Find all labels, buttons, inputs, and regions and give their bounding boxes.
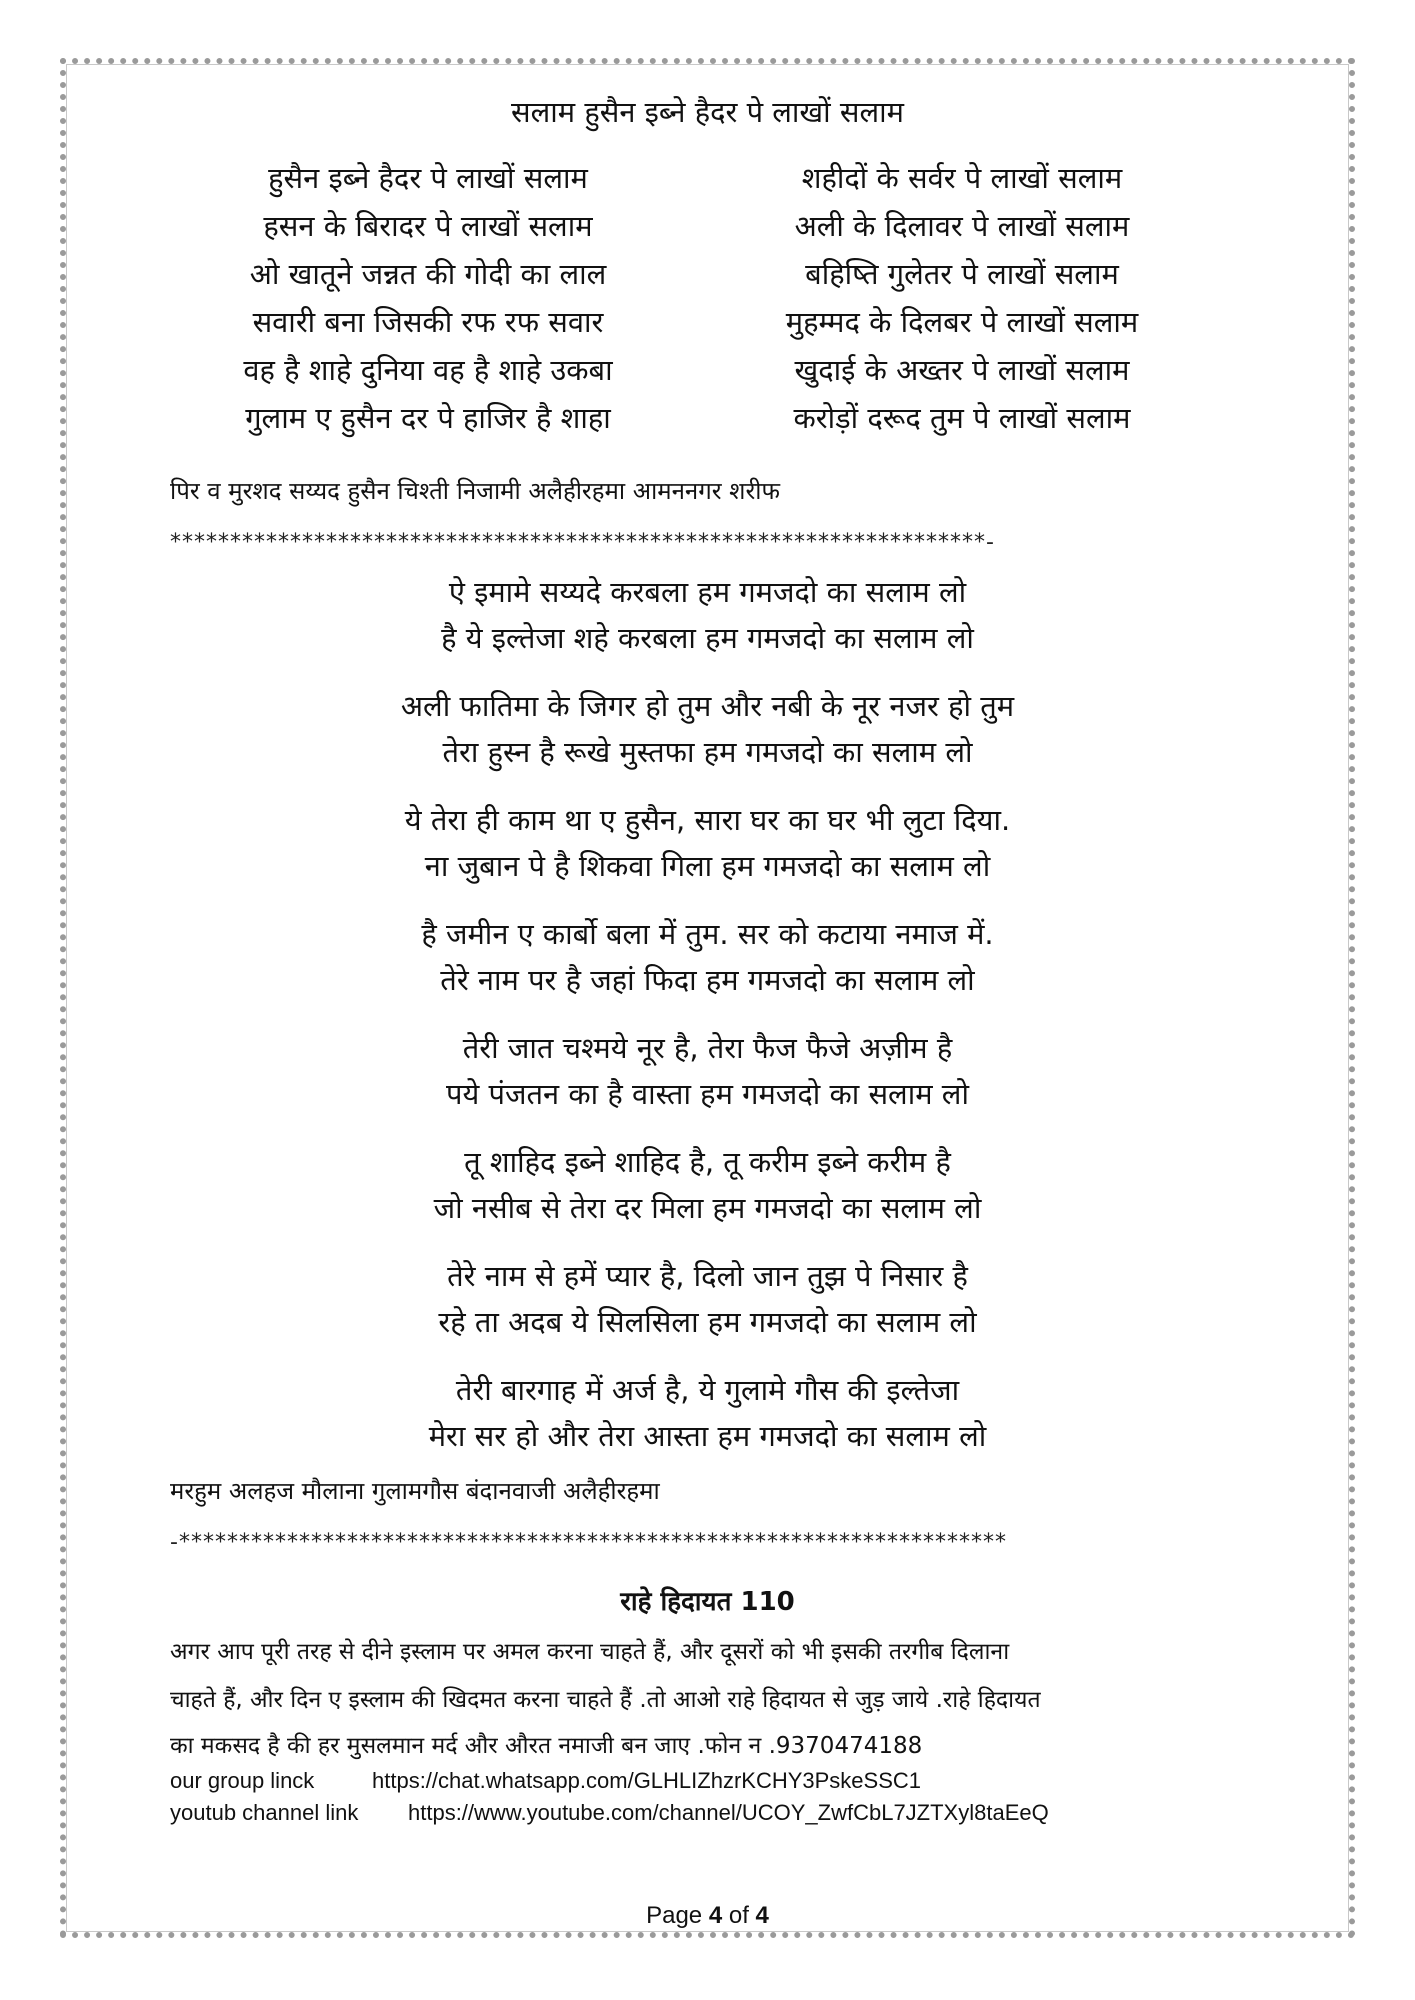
page-total: 4 (755, 1902, 769, 1929)
poem1-left-line: सवारी बना जिसकी रफ रफ सवार (252, 305, 604, 339)
poem1-right-line: अली के दिलावर पे लाखों सलाम (794, 209, 1130, 243)
poem2-line: पये पंजतन का है वास्ता हम गमजदो का सलाम लो (446, 1077, 969, 1111)
separator: ********************************************************************- (170, 530, 995, 555)
poem1-left-line: हसन के बिरादर पे लाखों सलाम (263, 209, 593, 243)
poem1-right-line: खुदाई के अख्तर पे लाखों सलाम (794, 353, 1130, 387)
poem2-line: तेरी बारगाह में अर्ज है, ये गुलामे गौस की इल्तेजा (455, 1373, 960, 1407)
poem2-line: अली फातिमा के जिगर हो तुम और नबी के नूर नजर हो तुम (400, 689, 1015, 723)
poem2-credit: मरहुम अलहज मौलाना गुलामगौस बंदानवाजी अलैहीरहमा (170, 1477, 660, 1505)
poem1-title: सलाम हुसैन इब्ने हैदर पे लाखों सलाम (510, 95, 904, 129)
poem1-left-line: गुलाम ए हुसैन दर पे हाजिर है शाहा (245, 401, 611, 435)
poem1-right-line: करोड़ों दरूद तुम पे लाखों सलाम (793, 401, 1131, 435)
poem1-right-line: शहीदों के सर्वर पे लाखों सलाम (801, 161, 1123, 195)
poem2-line: मेरा सर हो और तेरा आस्ता हम गमजदो का सलाम लो (428, 1419, 987, 1453)
poem1-right-line: मुहम्मद के दिलबर पे लाखों सलाम (785, 305, 1139, 339)
poem2-line: है ये इल्तेजा शहे करबला हम गमजदो का सलाम लो (441, 621, 974, 655)
poem2-line: ये तेरा ही काम था ए हुसैन, सारा घर का घर भी लुटा दिया. (404, 803, 1011, 837)
poem2-line: तेरे नाम पर है जहां फिदा हम गमजदो का सलाम लो (440, 963, 975, 997)
poem1-left-line: हुसैन इब्ने हैदर पे लाखों सलाम (268, 161, 588, 195)
poem2-line: है जमीन ए कार्बो बला में तुम. सर को कटाया नमाज में. (421, 917, 994, 951)
page-number (0, 1902, 1415, 1930)
poem2-line: तेरा हुस्न है रूखे मुस्तफा हम गमजदो का सलाम लो (442, 735, 973, 769)
of-word: of (728, 1902, 749, 1929)
poem2-line: रहे ता अदब ये सिलसिला हम गमजदो का सलाम लो (438, 1305, 977, 1339)
poem2-line: तेरी जात चश्मये नूर है, तेरा फैज फैजे अज़ीम है (462, 1031, 953, 1065)
poem1-left-line: ओ खातूने जन्नत की गोदी का लाल (249, 257, 607, 291)
channel-link-url[interactable]: https://www.youtube.com/channel/UCOY_ZwfCbL7JZTXyl8taEeQ (408, 1800, 1049, 1825)
poem2-line: जो नसीब से तेरा दर मिला हम गमजदो का सलाम लो (433, 1191, 982, 1225)
separator: -********************************************************************* (170, 1530, 1007, 1555)
poem1-credit: पिर व मुरशद सय्यद हुसैन चिश्ती निजामी अलैहीरहमा आमननगर शरीफ (170, 477, 781, 505)
poem2-line: ऐ इमामे सय्यदे करबला हम गमजदो का सलाम लो (448, 575, 967, 609)
group-link-row (170, 1768, 922, 1794)
poem2-line: ना जुबान पे है शिकवा गिला हम गमजदो का सलाम लो (424, 849, 991, 883)
group-link-url[interactable]: https://chat.whatsapp.com/GLHLIZhzrKCHY3PskeSSC1 (372, 1768, 922, 1793)
info-paragraph-line: अगर आप पूरी तरह से दीने इस्लाम पर अमल करना चाहते हैं, और दूसरों को भी इसकी तरगीब दिलाना (170, 1639, 1010, 1665)
channel-link-row (170, 1800, 1049, 1826)
poem1-left-line: वह है शाहे दुनिया वह है शाहे उकबा (243, 353, 613, 387)
info-paragraph-line: का मकसद है की हर मुसलमान मर्द और औरत नमाजी बन जाए .फोन न .9370474188 (170, 1733, 923, 1759)
poem2-line: तेरे नाम से हमें प्यार है, दिलो जान तुझ पे निसार है (447, 1259, 968, 1293)
channel-link-label: youtub channel link (170, 1800, 359, 1825)
group-link-label: our group linck (170, 1768, 315, 1793)
page-current: 4 (708, 1902, 723, 1929)
poem2-line: तू शाहिद इब्ने शाहिद है, तू करीम इब्ने करीम है (464, 1145, 951, 1179)
poem1-right-line: बहिष्ति गुलेतर पे लाखों सलाम (805, 257, 1119, 291)
page-word: Page (646, 1902, 703, 1929)
info-paragraph-line: चाहते हैं, और दिन ए इस्लाम की खिदमत करना चाहते हैं .तो आओ राहे हिदायत से जुड़ जाये .राहे हिदायत (170, 1687, 1041, 1713)
info-title: राहे हिदायत 110 (620, 1587, 795, 1617)
